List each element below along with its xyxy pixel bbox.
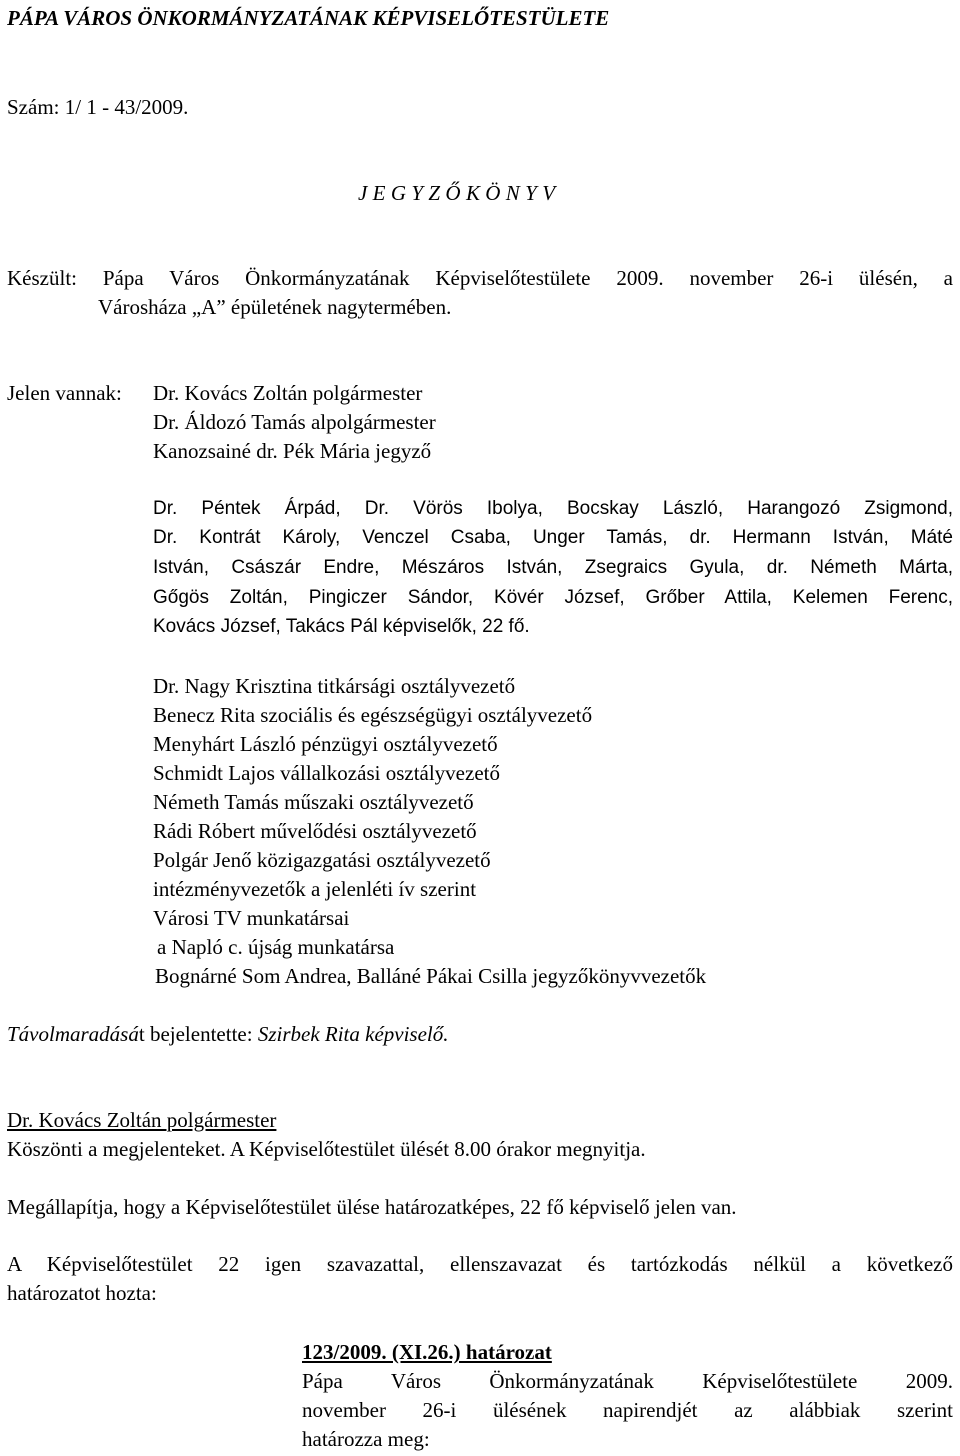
org-title: PÁPA VÁROS ÖNKORMÁNYZATÁNAK KÉPVISELŐTESTÜLETE (7, 6, 610, 30)
staff-item: Rádi Róbert művelődési osztályvezető (153, 819, 477, 843)
staff-item: Menyhárt László pénzügyi osztályvezető (153, 732, 498, 756)
prepared-label: Készült: (7, 266, 77, 290)
document-number: Szám: 1/ 1 - 43/2009. (7, 95, 189, 119)
representatives-line-4: Gőgös Zoltán, Pingiczer Sándor, Kövér József, Grőber Attila, Kelemen Ferenc, (153, 587, 953, 608)
staff-item: Dr. Nagy Krisztina titkársági osztályvezető (153, 674, 516, 698)
staff-item: Schmidt Lajos vállalkozási osztályvezető (153, 761, 500, 785)
representatives-line-3: István, Császár Endre, Mészáros István, Zsegraics Gyula, dr. Németh Márta, (153, 557, 953, 578)
representatives-line-5: Kovács József, Takács Pál képviselők, 22 fő. (153, 616, 530, 637)
official-mayor: Dr. Kovács Zoltán polgármester (153, 381, 423, 405)
document-title: J E G Y Z Ő K Ö N Y V (358, 181, 556, 205)
staff-item: Polgár Jenő közigazgatási osztályvezető (153, 848, 491, 872)
present-label: Jelen vannak: (7, 381, 122, 405)
official-notary: Kanozsainé dr. Pék Mária jegyző (153, 439, 432, 463)
staff-item: Bognárné Som Andrea, Balláné Pákai Csilla jegyzőkönyvvezetők (155, 964, 707, 988)
official-deputy-mayor: Dr. Áldozó Tamás alpolgármester (153, 410, 436, 434)
resolution-line-3: határozza meg: (302, 1427, 430, 1451)
representatives-line-1: Dr. Péntek Árpád, Dr. Vörös Ibolya, Bocskay László, Harangozó Zsigmond, (153, 498, 953, 519)
staff-item: intézményvezetők a jelenléti ív szerint (153, 877, 477, 901)
speaker-name: Dr. Kovács Zoltán polgármester (7, 1108, 277, 1132)
absent-representative: Szirbek Rita képviselő. (257, 1022, 449, 1046)
absence-line (7, 1024, 449, 1045)
prepared-line-2: Városháza „A” épületének nagytermében. (98, 295, 452, 319)
staff-item: Városi TV munkatársai (153, 906, 350, 930)
resolution-line-2: november 26-i ülésének napirendjét az alábbiak szerint (302, 1398, 953, 1422)
vote-line-2: határozatot hozta: (7, 1281, 157, 1305)
staff-item: Németh Tamás műszaki osztályvezető (153, 790, 474, 814)
prepared-line-1 (7, 268, 953, 289)
speaker-statement-1: Köszönti a megjelenteket. A Képviselőtestület ülését 8.00 órakor megnyitja. (7, 1137, 646, 1161)
vote-line-1: A Képviselőtestület 22 igen szavazattal, ellenszavazat és tartózkodás nélkül a következő (7, 1252, 953, 1276)
representatives-line-2: Dr. Kontrát Károly, Venczel Csaba, Unger Tamás, dr. Hermann István, Máté (153, 527, 953, 548)
prepared-text: Pápa Város Önkormányzatának Képviselőtestülete 2009. november 26-i ülésén, a (102, 266, 953, 290)
staff-item: a Napló c. újság munkatársa (157, 935, 395, 959)
resolution-title: 123/2009. (XI.26.) határozat (302, 1340, 552, 1364)
absence-label-normal: t bejelentette: (138, 1022, 258, 1046)
speaker-statement-2: Megállapítja, hogy a Képviselőtestület ülése határozatképes, 22 fő képviselő jelen van. (7, 1195, 737, 1219)
staff-item: Benecz Rita szociális és egészségügyi osztályvezető (153, 703, 593, 727)
resolution-line-1: Pápa Város Önkormányzatának Képviselőtestülete 2009. (302, 1369, 953, 1393)
absence-label-italic: Távolmaradásá (7, 1022, 139, 1046)
